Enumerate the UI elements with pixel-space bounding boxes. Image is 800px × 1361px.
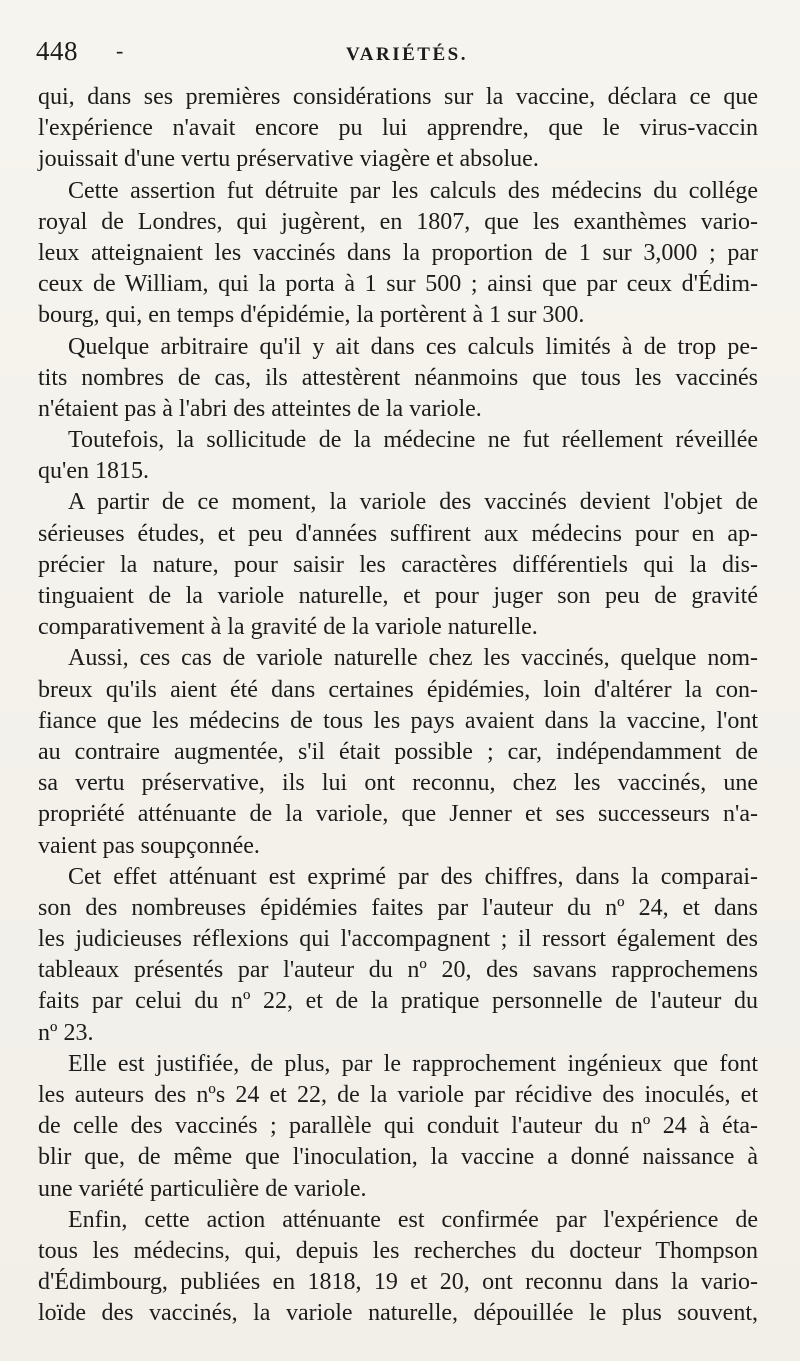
text-line: Aussi, ces cas de variole naturelle chez les vaccinés, quelque nom-	[68, 645, 758, 672]
text-line: vaient pas soupçonnée.	[38, 832, 260, 859]
text-line: tits nombres de cas, ils attestèrent néanmoins que tous les vaccinés	[38, 364, 758, 391]
text-line: au contraire augmentée, s'il était possible ; car, indépendamment de	[38, 738, 758, 765]
text-line: fiance que les médecins de tous les pays avaient dans la vaccine, l'ont	[38, 707, 758, 734]
text-line: Toutefois, la sollicitude de la médecine ne fut réellement réveillée	[68, 427, 758, 454]
text-line: Cette assertion fut détruite par les calculs des médecins du collége	[68, 177, 758, 204]
text-line: de celle des vaccinés ; parallèle qui conduit l'auteur du nº 24 à éta-	[38, 1113, 758, 1140]
text-line: les auteurs des nºs 24 et 22, de la variole par récidive des inoculés, et	[38, 1082, 758, 1108]
text-line: Quelque arbitraire qu'il y ait dans ces calculs limités à de trop pe-	[68, 333, 758, 360]
text-line: Cet effet atténuant est exprimé par des chiffres, dans la comparai-	[68, 863, 758, 890]
section-title: VARIÉTÉS.	[346, 44, 468, 65]
text-line: ceux de William, qui la porta à 1 sur 500 ; ainsi que par ceux d'Édim-	[38, 271, 758, 298]
text-line: l'expérience n'avait encore pu lui apprendre, que le virus-vaccin	[38, 115, 758, 142]
text-line: précier la nature, pour saisir les caractères différentiels qui la dis-	[38, 551, 758, 578]
text-line: blir que, de même que l'inoculation, la vaccine a donné naissance à	[38, 1144, 758, 1171]
text-line: qu'en 1815.	[38, 458, 149, 485]
text-line: sérieuses études, et peu d'années suffirent aux médecins pour en ap-	[38, 520, 758, 547]
text-line: breux qu'ils aient été dans certaines épidémies, loin d'altérer la con-	[38, 676, 758, 703]
page-number: 448	[36, 36, 78, 66]
text-line: tinguaient de la variole naturelle, et pour juger son peu de gravité	[38, 583, 758, 609]
text-line: nº 23.	[38, 1019, 94, 1046]
text-line: propriété atténuante de la variole, que Jenner et ses successeurs n'a-	[38, 801, 758, 828]
text-line: d'Édimbourg, publiées en 1818, 19 et 20, ont reconnu dans la vario-	[38, 1269, 758, 1296]
text-line: Enfin, cette action atténuante est confirmée par l'expérience de	[68, 1206, 758, 1233]
text-line: les judicieuses réflexions qui l'accompagnent ; il ressort également des	[38, 926, 758, 953]
text-line: tableaux présentés par l'auteur du nº 20, des savans rapprochemens	[38, 957, 758, 984]
text-line: faits par celui du nº 22, et de la pratique personnelle de l'auteur du	[38, 988, 758, 1015]
text-line: sa vertu préservative, ils lui ont reconnu, chez les vaccinés, une	[38, 770, 758, 797]
text-line: son des nombreuses épidémies faites par l'auteur du nº 24, et dans	[38, 894, 758, 921]
text-line: qui, dans ses premières considérations sur la vaccine, déclara ce que	[38, 84, 758, 110]
text-line: comparativement à la gravité de la variole naturelle.	[38, 614, 538, 641]
header-dash: -	[116, 38, 124, 63]
text-line: A partir de ce moment, la variole des vaccinés devient l'objet de	[68, 489, 758, 516]
text-line: bourg, qui, en temps d'épidémie, la portèrent à 1 sur 300.	[38, 302, 585, 329]
text-line: tous les médecins, qui, depuis les recherches du docteur Thompson	[38, 1237, 758, 1264]
text-line: n'étaient pas à l'abri des atteintes de la variole.	[38, 395, 482, 422]
text-line: une variété particulière de variole.	[38, 1175, 367, 1202]
text-line: royal de Londres, qui jugèrent, en 1807, que les exanthèmes vario-	[38, 208, 758, 235]
text-line: leux atteignaient les vaccinés dans la proportion de 1 sur 3,000 ; par	[38, 239, 758, 266]
text-body	[38, 82, 758, 1330]
text-line: jouissait d'une vertu préservative viagère et absolue.	[38, 146, 539, 173]
text-line: Elle est justifiée, de plus, par le rapprochement ingénieux que font	[68, 1050, 758, 1077]
text-line: loïde des vaccinés, la variole naturelle, dépouillée le plus souvent,	[38, 1300, 758, 1327]
running-head	[36, 36, 756, 76]
